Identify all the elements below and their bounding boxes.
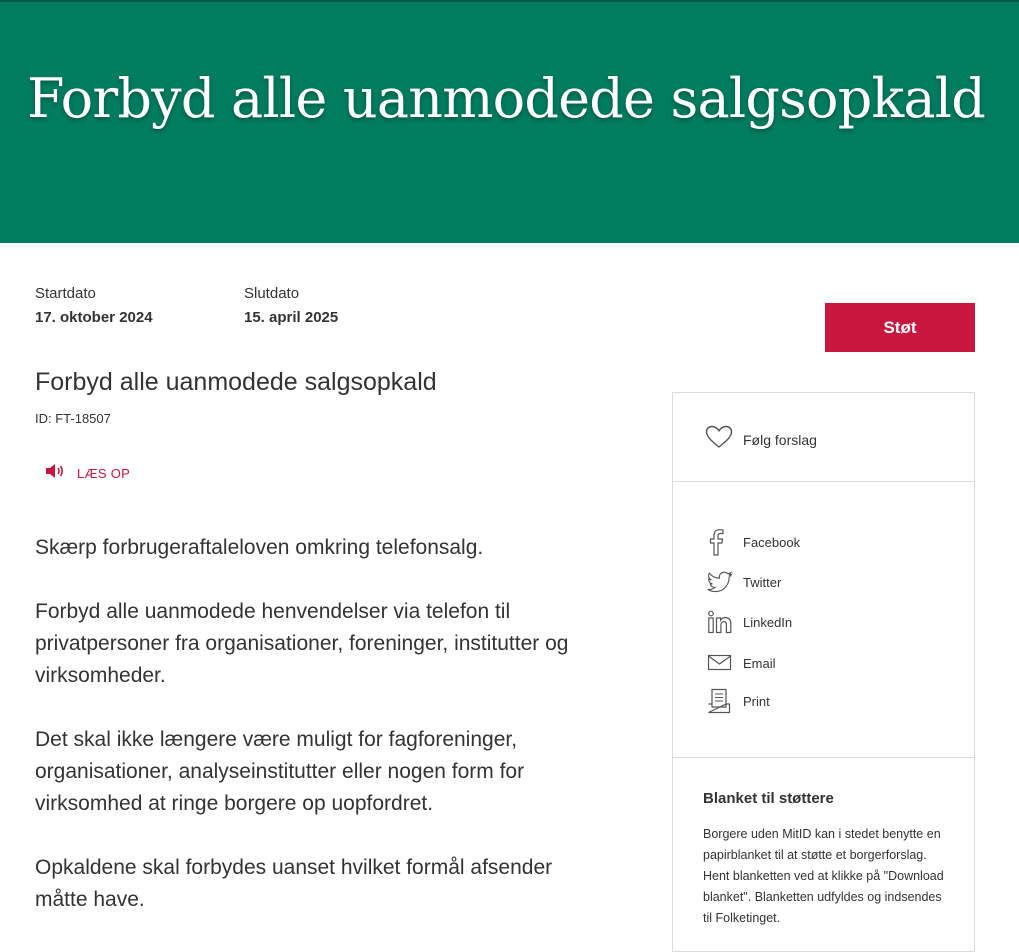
share-facebook-label: Facebook bbox=[743, 534, 801, 550]
share-linkedin[interactable] bbox=[707, 610, 792, 634]
sidebar-divider bbox=[673, 757, 974, 758]
proposal-paragraph-2: Forbyd alle uanmodede henvendelser via telefon til privatpersoner fra organisationer, foreninger, institutter og virksomheder. bbox=[35, 600, 569, 687]
share-twitter-label: Twitter bbox=[743, 574, 782, 590]
proposal-title: Forbyd alle uanmodede salgsopkald bbox=[35, 368, 437, 396]
proposal-paragraph-4: Opkaldene skal forbydes uanset hvilket formål afsender måtte have. bbox=[35, 856, 553, 911]
proposal-paragraph-3: Det skal ikke længere være muligt for fagforeninger, organisationer, analyseinstitutter eller nogen form for virksomhed at ringe borgere op uopfordret. bbox=[35, 728, 525, 815]
share-facebook[interactable] bbox=[707, 528, 800, 556]
twitter-icon bbox=[707, 571, 743, 593]
blanket-title: Blanket til støttere bbox=[703, 790, 834, 807]
share-print-label: Print bbox=[743, 693, 770, 709]
share-email[interactable] bbox=[707, 654, 776, 672]
share-print[interactable] bbox=[707, 688, 770, 714]
hero-title: Forbyd alle uanmodede salgsopkald bbox=[26, 67, 986, 130]
support-button[interactable]: Støt bbox=[825, 303, 975, 352]
read-aloud-label: LÆS OP bbox=[77, 465, 131, 481]
follow-proposal-label: Følg forslag bbox=[743, 431, 817, 448]
start-date-label: Startdato bbox=[35, 285, 96, 302]
proposal-id: ID: FT-18507 bbox=[35, 411, 111, 426]
print-icon bbox=[707, 688, 743, 714]
read-aloud-button[interactable] bbox=[44, 463, 130, 483]
share-linkedin-label: LinkedIn bbox=[743, 614, 793, 630]
speaker-icon bbox=[44, 462, 66, 485]
end-date-label: Slutdato bbox=[244, 285, 300, 302]
share-twitter[interactable] bbox=[707, 571, 781, 593]
email-icon bbox=[707, 654, 743, 672]
proposal-paragraph-1: Skærp forbrugeraftaleloven omkring telefonsalg. bbox=[35, 536, 484, 559]
share-email-label: Email bbox=[743, 655, 776, 671]
heart-icon bbox=[705, 425, 733, 454]
linkedin-icon bbox=[707, 610, 743, 634]
blanket-description: Borgere uden MitID kan i stedet benytte en papirblanket til at støtte et borgerforslag. Hent blanketten ved at klikke på "Download blanket". Blanketten udfyldes og indsendes til Folketinget. bbox=[703, 827, 944, 925]
follow-proposal-button[interactable] bbox=[705, 425, 817, 454]
end-date-value: 15. april 2025 bbox=[244, 309, 339, 326]
sidebar-divider bbox=[673, 481, 974, 482]
facebook-icon bbox=[707, 528, 743, 556]
hero-banner bbox=[0, 0, 1019, 243]
sidebar-panel bbox=[672, 392, 975, 952]
start-date-value: 17. oktober 2024 bbox=[35, 309, 153, 326]
